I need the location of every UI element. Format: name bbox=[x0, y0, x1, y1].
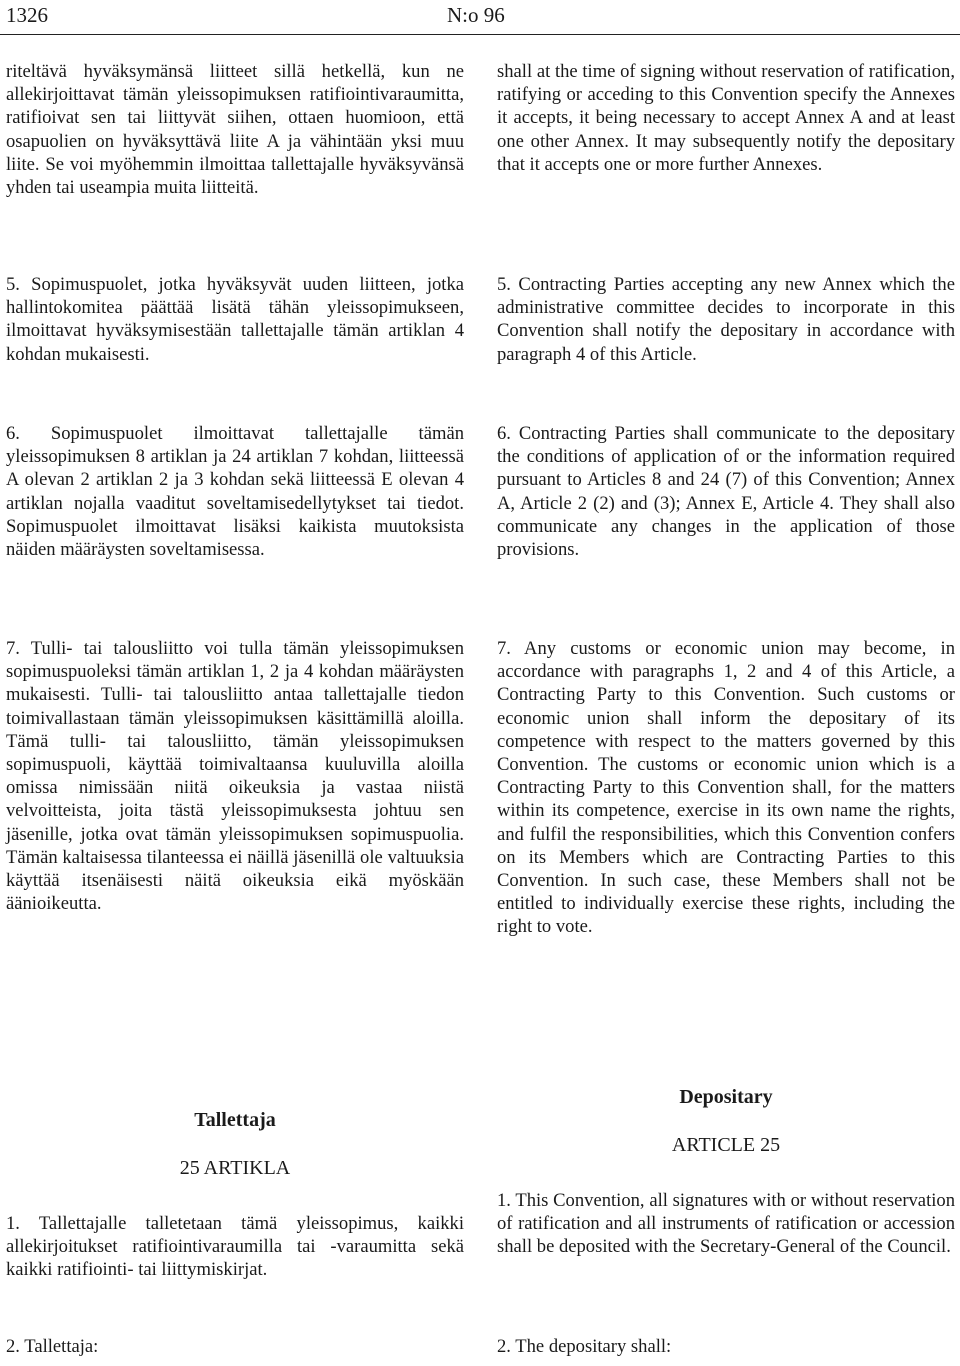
en-intro-paragraph: shall at the time of signing without reservation of ratification, ratifying or acceding to this Convention specify the Annexes it accepts, it being necessary to accept Annex A and at least one other Annex. It may subsequently notify the depositary that it accepts one or more further Annexes. bbox=[497, 61, 955, 175]
issue-number: N:o 96 bbox=[447, 3, 505, 27]
en-paragraph-5: 5. Contracting Parties accepting any new Annex which the administrative committee decides to incorporate in this Convention shall notify the depositary in accordance with paragraph 4 of this Article. bbox=[497, 274, 955, 365]
page-number: 1326 bbox=[6, 3, 48, 27]
en-article-label: ARTICLE 25 bbox=[671, 1134, 781, 1156]
en-paragraph-6: 6. Contracting Parties shall communicate to the depositary the conditions of application of or the information required pursuant to Articles 8 and 24 (7) of this Convention; Annex A, Article 2 (2) and (3); Annex E, Article 4. They shall also communicate any changes in the application of those provisions. bbox=[497, 423, 955, 561]
en-article-25-paragraph-1: 1. This Convention, all signatures with or without reservation of ratification and all instruments of ratification or accession shall be deposited with the Secretary-General of the Council. bbox=[497, 1190, 955, 1258]
en-paragraph-7: 7. Any customs or economic union may become, in accordance with paragraphs 1, 2 and 4 of this Article, a Contracting Party to this Convention. Such customs or economic union shall inform the depositary of its competence with respect to the matters governed by this Convention. The customs or economic union which is a Contracting Party to this Convention shall, for the matters within its competence, exercise in its own name the rights, and fulfil the responsibilities, which this Convention confers on its Members which are Contracting Parties to this Convention. In such case, these Members shall not be entitled to individually exercise these rights, including the right to vote. bbox=[497, 638, 955, 938]
fi-intro-paragraph: riteltävä hyväksymänsä liitteet sillä hetkellä, kun ne allekirjoittavat tämän yleissopimuksen ratifiointivaraumitta, ratifioivat sen tai liittyvät siihen, ottaen huomioon, että osapuolien on hyväksyttävä liite A ja vähintään yksi muu liite. Se voi myöhemmin ilmoittaa tallettajalle hyväksyvänsä yhden tai useampia muita liitteitä. bbox=[6, 61, 464, 199]
fi-paragraph-6: 6. Sopimuspuolet ilmoittavat tallettajalle tämän yleissopimuksen 8 artiklan ja 24 artiklan 7 kohdan, liitteessä A olevan 2 artiklan 2 ja 3 kohdan sekä liitteessä E olevan 4 artiklan nojalla vaaditut soveltamisedellytykset tai tiedot. Sopimuspuolet ilmoittavat lisäksi kaikista muutoksista näiden määräysten soveltamisessa. bbox=[6, 423, 464, 561]
en-article-25-paragraph-2: 2. The depositary shall: bbox=[497, 1336, 672, 1357]
fi-article-25-paragraph-2: 2. Tallettaja: bbox=[6, 1336, 99, 1357]
en-section-title: Depositary bbox=[679, 1086, 773, 1108]
page-header bbox=[0, 0, 960, 35]
fi-paragraph-7: 7. Tulli- tai talousliitto voi tulla tämän yleissopimuksen sopimuspuoleksi tämän artiklan 1, 2 ja 4 kohdan määräysten mukaisesti. Tulli- tai talousliitto antaa tallettajalle tiedon toimivallastaan tämän yleissopimuksen käsittämillä aloilla. Tämä tulli- tai talousliitto, tämän yleissopimuksen sopimuspuoli, käyttää toimivaltaansa kuuluvilla aloilla omissa nimissään niitä oikeuksia ja vastaa niistä velvoitteista, joita tästä yleissopimuksesta johtuu sen jäsenille, jotka ovat tämän yleissopimuksen sopimuspuolia. Tämän kaltaisessa tilanteessa ei näillä jäsenillä ole valtuuksia käyttää itsenäisesti näitä oikeuksia eikä myöskään äänioikeutta. bbox=[6, 638, 464, 915]
fi-article-label: 25 ARTIKLA bbox=[179, 1157, 291, 1179]
fi-article-25-paragraph-1: 1. Tallettajalle talletetaan tämä yleissopimus, kaikki allekirjoitukset ratifiointivaraumilla tai -varaumitta sekä kaikki ratifiointi- tai liittymiskirjat. bbox=[6, 1213, 464, 1281]
fi-section-title: Tallettaja bbox=[194, 1109, 276, 1131]
fi-paragraph-5: 5. Sopimuspuolet, jotka hyväksyvät uuden liitteen, jotka hallintokomitea päättää lisätä tähän yleissopimukseen, ilmoittavat hyväksymisestään tallettajalle tämän artiklan 4 kohdan mukaisesti. bbox=[6, 274, 464, 365]
